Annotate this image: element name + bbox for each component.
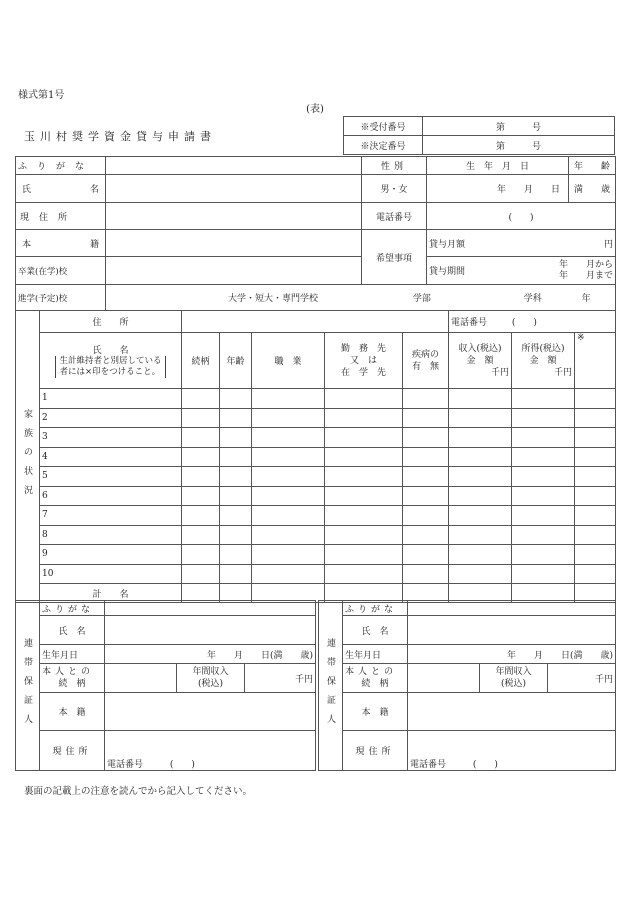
cell[interactable] [403,447,449,467]
loan-period-value[interactable] [487,257,616,285]
guarantor-domicile-input-2[interactable] [408,693,616,731]
illness-header [403,333,449,389]
side-label: (表) [306,104,324,115]
cell[interactable] [512,506,575,526]
cell[interactable] [403,467,449,487]
taxable-header-1: 所得(税込) [521,343,565,354]
relation-label-2: 続 柄 [361,679,389,689]
cell[interactable] [252,545,325,565]
income-label-2: (税込) [197,679,224,689]
work-header-1: 勤 務 先 [340,343,386,354]
guarantor-birth-label: 生年月日 [40,645,105,664]
guarantor-furigana-label: ふりがな [40,601,105,616]
cell[interactable] [403,428,449,448]
cell[interactable] [449,525,512,545]
birth-value[interactable]: 年 月 日 [427,175,569,203]
cell[interactable] [449,564,512,584]
cell[interactable] [252,506,325,526]
guarantor-address-label: 現住所 [40,731,105,771]
cell[interactable] [182,428,220,448]
cell[interactable] [449,389,512,409]
name-note-line-1: 生計維持者と別居している [59,356,162,366]
cell[interactable] [403,506,449,526]
cell[interactable] [512,486,575,506]
sex-label: 性別 [362,157,427,175]
cell[interactable] [575,467,616,487]
table-row [16,506,616,526]
cell[interactable] [325,564,403,584]
cell[interactable] [325,467,403,487]
cell[interactable] [252,428,325,448]
guarantor-side-label-2: 連帯保証人 [319,601,343,771]
guarantor-income-unit[interactable]: 千円 [245,664,316,693]
cell[interactable] [252,389,325,409]
cell[interactable] [575,389,616,409]
work-header [325,333,403,389]
guarantor-phone-label: 電話番号 [107,760,144,770]
occupation-header: 職 業 [252,333,325,389]
family-phone-label: 電話番号 [451,318,488,328]
cell[interactable] [252,486,325,506]
cell[interactable] [575,545,616,565]
taxable-header-2: 金 額 [529,355,557,366]
furigana-label: ふりがな [16,157,106,175]
cell[interactable] [512,545,575,565]
cell[interactable] [403,545,449,565]
income-label-1: 年間収入 [495,667,532,677]
cell[interactable] [220,506,252,526]
cell[interactable] [182,408,220,428]
page-title: 玉川村奨学資金貸与申請書 [24,130,216,143]
cell[interactable] [512,389,575,409]
cell[interactable] [325,545,403,565]
guarantor-address-input-2[interactable] [408,731,616,771]
name-input[interactable] [106,175,362,203]
guarantor-name-label-2: 氏 名 [343,616,408,645]
wish-label: 希望事項 [362,230,427,285]
cell[interactable] [182,447,220,467]
guarantor-address-label-2: 現住所 [343,731,408,771]
loan-amount-label: 貸与月額 [427,230,487,257]
table-row [16,564,616,584]
cell[interactable] [252,525,325,545]
table-row [16,447,616,467]
relation-label-1: 本人との [345,667,398,677]
cell[interactable] [325,428,403,448]
footer-note: 裏面の記載上の注意を読んでから記入してください。 [24,786,253,797]
family-name-header [40,333,182,389]
cell[interactable] [512,428,575,448]
income-label-2: (税込) [500,679,527,689]
table-row [16,525,616,545]
cell[interactable] [575,408,616,428]
row-number: 5 [40,467,182,487]
guarantor-side-label: 連帯保証人 [16,601,40,771]
row-number: 9 [40,545,182,565]
cell[interactable] [512,467,575,487]
guarantor-furigana-input[interactable] [105,601,316,616]
cell[interactable] [449,447,512,467]
table-row [16,428,616,448]
guarantor-phone-value-2: ( ) [472,760,498,770]
cell[interactable] [220,486,252,506]
mark-header: ※ [575,333,616,389]
table-row [16,408,616,428]
cell[interactable] [220,428,252,448]
guarantor-phone-value: ( ) [169,760,195,770]
guarantor-relation-input[interactable] [105,664,177,693]
guarantor-phone-label-2: 電話番号 [410,760,447,770]
row-number: 8 [40,525,182,545]
decision-label: ※決定番号 [344,136,423,155]
cell[interactable] [449,545,512,565]
guarantor-relation-label-2 [343,664,408,693]
reception-table [343,116,615,155]
guarantor-table-2 [318,600,616,771]
table-row [16,486,616,506]
guarantor-name-input[interactable] [105,616,316,645]
name-label: 氏 名 [16,175,106,203]
family-side-label: 家族の状況 [16,311,40,603]
cell[interactable] [512,564,575,584]
loan-amount-unit[interactable]: 円 [487,230,616,257]
family-address-input[interactable] [182,311,449,333]
cell[interactable] [575,506,616,526]
row-number: 7 [40,506,182,526]
decision-value[interactable]: 第 号 [423,136,615,155]
cell[interactable] [512,447,575,467]
loan-period-label: 貸与期間 [427,257,487,285]
graduated-label: 卒業(在学)校 [16,257,106,285]
cell[interactable] [403,486,449,506]
family-address-label: 住 所 [40,311,182,333]
guarantor-domicile-label: 本 籍 [40,693,105,731]
guarantor-income-label [177,664,245,693]
cell[interactable] [220,467,252,487]
table-row [16,389,616,409]
relation-label-2: 続 柄 [58,679,86,689]
address-input[interactable] [106,203,362,230]
cell[interactable] [220,545,252,565]
row-number: 6 [40,486,182,506]
guarantor-domicile-input[interactable] [105,693,316,731]
cell[interactable] [182,486,220,506]
phone-value[interactable]: ( ) [427,203,616,230]
guarantor-name-input-2[interactable] [408,616,616,645]
guarantor-birth-value-2[interactable]: 年 月 日(満 歳) [408,645,616,664]
guarantor-address-input[interactable] [105,731,316,771]
family-phone[interactable] [449,311,616,333]
work-header-3: 在 学 先 [340,367,386,378]
illness-header-1: 疾病の [411,349,439,360]
loan-period-from: 年 月から [559,259,614,270]
taxable-header-3: 千円 [553,367,572,378]
cell[interactable] [220,389,252,409]
guarantor-furigana-input-2[interactable] [408,601,616,616]
cell[interactable] [575,428,616,448]
cell[interactable] [575,525,616,545]
cell[interactable] [182,564,220,584]
guarantor-income-label-2 [480,664,548,693]
cell[interactable] [325,447,403,467]
cell[interactable] [182,506,220,526]
relation-header: 続柄 [182,333,220,389]
faculty-label: 学部 [412,294,431,304]
row-number: 4 [40,447,182,467]
guarantor-domicile-label-2: 本 籍 [343,693,408,731]
guarantor-birth-label-2: 生年月日 [343,645,408,664]
form-number: 様式第1号 [18,90,65,101]
name-header-text: 氏 名 [92,346,129,356]
entering-label: 進学(予定)校 [16,285,106,311]
age-label: 年 齢 [569,157,616,175]
cell[interactable] [512,525,575,545]
name-note [55,356,165,378]
domicile-label: 本 籍 [16,230,106,257]
cell[interactable] [325,525,403,545]
cell[interactable] [220,408,252,428]
cell[interactable] [325,486,403,506]
cell[interactable] [325,506,403,526]
cell[interactable] [403,408,449,428]
cell[interactable] [512,408,575,428]
guarantor-furigana-label-2: ふりがな [343,601,408,616]
table-row [16,467,616,487]
income-header-1: 収入(税込) [458,343,502,354]
guarantor-table-1 [15,600,316,771]
taxable-header [512,333,575,389]
cell[interactable] [449,467,512,487]
cell[interactable] [220,525,252,545]
applicant-table [15,156,616,311]
guarantor-birth-value[interactable]: 年 月 日(満 歳) [105,645,316,664]
cell[interactable] [220,447,252,467]
illness-header-2: 有 無 [411,361,439,372]
cell[interactable] [403,389,449,409]
row-number: 3 [40,428,182,448]
age-header: 年齢 [220,333,252,389]
income-header [449,333,512,389]
total-label[interactable]: 計 名 [40,584,182,603]
guarantor-relation-input-2[interactable] [408,664,480,693]
name-note-line-2: 者には×印をつけること。 [59,367,161,377]
entering-input[interactable] [106,285,616,311]
cell[interactable] [449,428,512,448]
phone-label: 電話番号 [362,203,427,230]
address-label: 現住所 [16,203,106,230]
row-number: 2 [40,408,182,428]
family-phone-value: ( ) [511,318,537,328]
cell[interactable] [575,564,616,584]
row-number: 10 [40,564,182,584]
table-row [16,545,616,565]
cell[interactable] [252,564,325,584]
guarantor-name-label: 氏 名 [40,616,105,645]
income-header-3: 千円 [490,367,509,378]
cell[interactable] [325,408,403,428]
cell[interactable] [575,486,616,506]
cell[interactable] [220,564,252,584]
graduated-input[interactable] [106,257,362,285]
cell[interactable] [252,447,325,467]
guarantor-income-unit-2[interactable]: 千円 [548,664,616,693]
cell[interactable] [182,525,220,545]
income-header-2: 金 額 [466,355,494,366]
year-label: 年 [581,294,591,304]
work-header-2: 又 は [349,355,377,366]
cell[interactable] [252,408,325,428]
cell[interactable] [182,389,220,409]
cell[interactable] [575,447,616,467]
reception-label: ※受付番号 [344,117,423,136]
reception-value[interactable]: 第 号 [423,117,615,136]
cell[interactable] [252,467,325,487]
cell[interactable] [449,408,512,428]
school-types: 大学・短大・専門学校 [227,294,318,304]
cell[interactable] [449,506,512,526]
family-table [15,310,616,603]
cell[interactable] [182,467,220,487]
cell[interactable] [403,564,449,584]
guarantor-relation-label [40,664,105,693]
furigana-input[interactable] [106,157,362,175]
income-label-1: 年間収入 [192,667,229,677]
age-value[interactable]: 満 歳 [569,175,616,203]
birth-label: 生 年 月 日 [427,157,569,175]
domicile-input[interactable] [106,230,362,257]
cell[interactable] [325,389,403,409]
sex-value[interactable]: 男・女 [362,175,427,203]
cell[interactable] [182,545,220,565]
cell[interactable] [449,486,512,506]
department-label: 学科 [523,294,542,304]
loan-period-to: 年 月まで [559,270,614,281]
cell[interactable] [403,525,449,545]
relation-label-1: 本人との [42,667,95,677]
row-number: 1 [40,389,182,409]
